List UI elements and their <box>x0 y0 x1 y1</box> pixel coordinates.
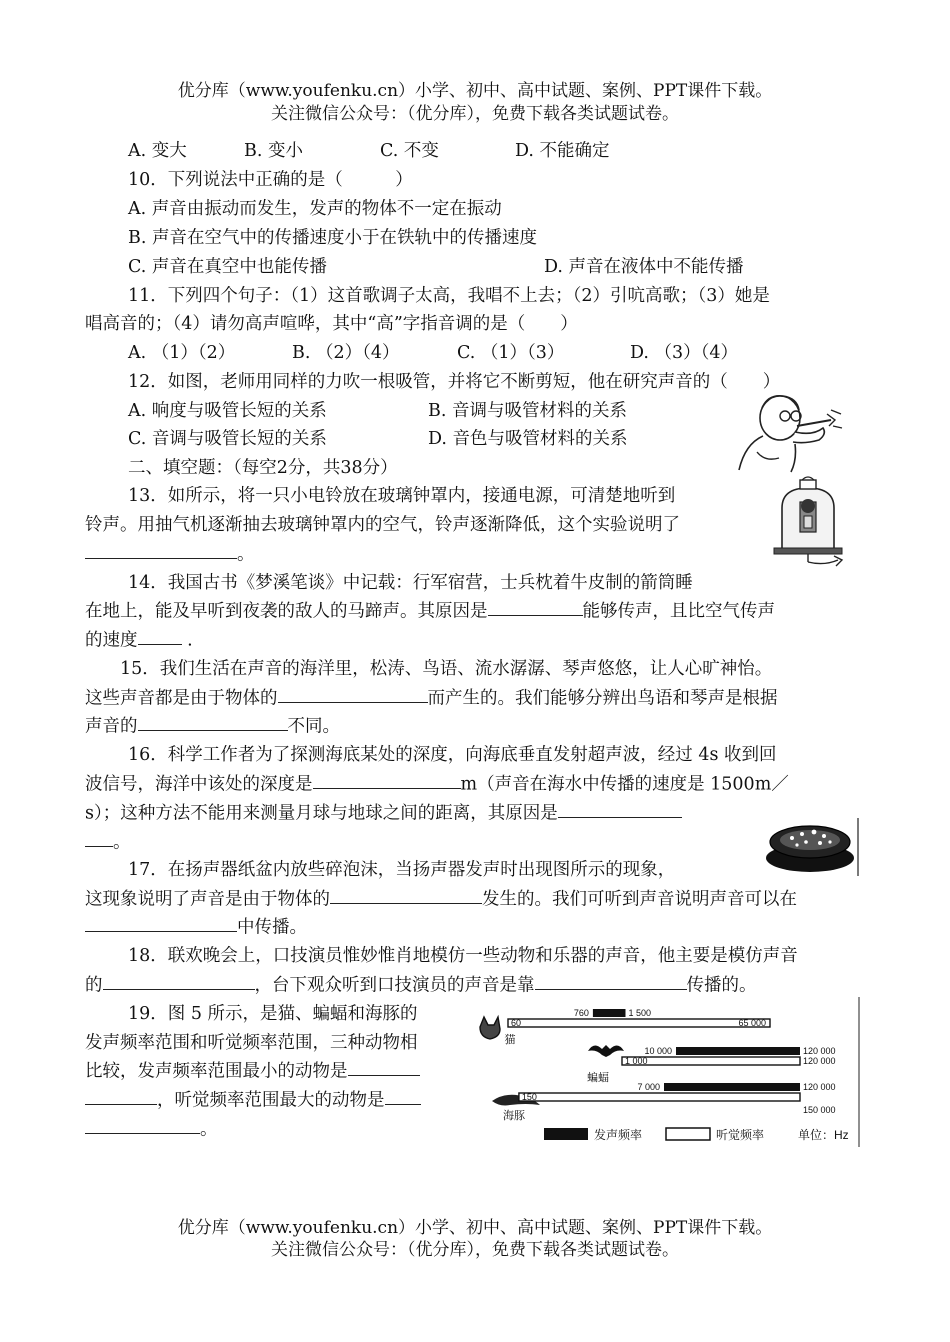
bat-hear-lo-label: 1 000 <box>625 1056 648 1066</box>
q18-line-2-part-b: ，台下观众听到口技演员的声音是靠 <box>254 975 535 996</box>
q9-option-a: A. 变大 <box>128 141 187 161</box>
q15-line-2-part-a: 这些声音都是由于物体的 <box>85 688 278 709</box>
q18-line-2-part-a: 的 <box>85 975 103 996</box>
q11-option-d: D. （3）（4） <box>630 343 739 363</box>
cat-hear-hi-label: 65 000 <box>738 1018 766 1028</box>
q9-option-b: B. 变小 <box>244 141 303 161</box>
q16-end: 。 <box>113 832 131 853</box>
q16-line-2 <box>85 770 789 795</box>
header-line-1: 优分库（www.youfenku.cn）小学、初中、高中试题、案例、PPT课件下载。 <box>177 81 773 101</box>
q13-blank[interactable] <box>85 540 237 559</box>
q11-stem-line-1: 11．下列四个句子：（1）这首歌调子太高，我唱不上去；（2）引吭高歌；（3）她是 <box>128 286 770 306</box>
q13-line-2: 铃声。用抽气机逐渐抽去玻璃钟罩内的空气，铃声逐渐降低，这个实验说明了 <box>85 515 680 535</box>
q13-end: 。 <box>237 544 255 565</box>
bat-produce-bar <box>676 1047 800 1055</box>
dolphin-hear-hi-label: 150 000 <box>803 1105 836 1115</box>
q9-option-c: C. 不变 <box>380 141 439 161</box>
q11-option-b: B. （2）（4） <box>292 343 400 363</box>
q15-line-2 <box>85 684 778 709</box>
q16-line-3 <box>85 799 682 824</box>
q16-blank-2a[interactable] <box>558 799 682 818</box>
q10-stem: 10．下列说法中正确的是（ ） <box>128 170 413 190</box>
q19-blank-2a[interactable] <box>385 1086 421 1105</box>
q15-line-1: 15．我们生活在声音的海洋里，松涛、鸟语、流水潺潺、琴声悠悠，让人心旷神怡。 <box>120 659 773 679</box>
legend-hear-swatch <box>666 1128 710 1140</box>
dolphin-produce-hi-label: 120 000 <box>803 1082 836 1092</box>
q18-line-2-part-c: 传播的。 <box>686 975 757 996</box>
bat-icon <box>588 1045 624 1057</box>
q18-blank-2[interactable] <box>535 971 687 990</box>
legend-produce-swatch <box>544 1128 588 1140</box>
q15-blank-1[interactable] <box>278 684 428 703</box>
q12-option-a: A. 响度与吸管长短的关系 <box>128 401 327 421</box>
cat-produce-lo-label: 760 <box>573 1008 589 1018</box>
q17-line-2-part-b: 发生的。我们可听到声音说明声音可以在 <box>482 889 797 910</box>
q16-blank-2b[interactable] <box>85 828 113 847</box>
footer-line-1: 优分库（www.youfenku.cn）小学、初中、高中试题、案例、PPT课件下载。 <box>177 1218 773 1238</box>
q17-line-3-end: 中传播。 <box>237 917 307 938</box>
cat-hear-lo-label: 60 <box>511 1018 522 1028</box>
q19-end: 。 <box>200 1119 218 1140</box>
q17-line-1: 17．在扬声器纸盆内放些碎泡沫，当扬声器发声时出现图所示的现象， <box>128 860 676 880</box>
q15-line-2-part-b: 而产生的。我们能够分辨出鸟语和琴声是根据 <box>427 688 778 709</box>
q12-stem: 12．如图，老师用同样的力吹一根吸管，并将它不断剪短，他在研究声音的（ ） <box>128 372 781 392</box>
q10-option-a: A. 声音由振动而发生，发声的物体不一定在振动 <box>128 199 502 219</box>
dolphin-hear-lo-label: 150 <box>521 1092 537 1102</box>
q19-line-1: 19．图 5 所示，是猫、蝙蝠和海豚的 <box>128 1004 418 1024</box>
q14-line-3-end: . <box>181 630 193 651</box>
q12-option-c: C. 音调与吸管长短的关系 <box>128 429 327 449</box>
q19-line-3 <box>85 1057 420 1082</box>
q14-line-3 <box>85 626 193 651</box>
q19-blank-2b[interactable] <box>85 1115 200 1134</box>
cat-hear-bar <box>508 1019 770 1027</box>
section-2-title: 二、填空题：（每空2分，共38分） <box>128 458 398 478</box>
q13-line-1: 13．如所示，将一只小电铃放在玻璃钟罩内，接通电源，可清楚地听到 <box>128 486 676 506</box>
q15-blank-2[interactable] <box>138 712 288 731</box>
cat-produce-hi-label: 1 500 <box>628 1008 652 1018</box>
q17-blank-1[interactable] <box>330 885 482 904</box>
q19-line-3-text: 比较，发声频率范围最小的动物是 <box>85 1061 348 1082</box>
q16-line-2-part-b: m（声音在海水中传播的速度是 1500m／ <box>460 774 789 795</box>
q17-blank-2[interactable] <box>85 913 237 932</box>
q14-blank-1[interactable] <box>488 597 583 616</box>
q10-option-d: D. 声音在液体中不能传播 <box>544 257 744 277</box>
bat-hear-hi-label: 120 000 <box>803 1056 836 1066</box>
q19-line-2: 发声频率范围和听觉频率范围，三种动物相 <box>85 1033 418 1053</box>
q16-line-1: 16．科学工作者为了探测海底某处的深度，向海底垂直发射超声波，经过 4s 收到回 <box>128 745 777 765</box>
legend-hear-label: 听觉频率 <box>716 1128 765 1142</box>
q10-option-b: B. 声音在空气中的传播速度小于在铁轨中的传播速度 <box>128 228 537 248</box>
bat-name-label: 蝙蝠 <box>587 1072 609 1084</box>
q14-line-2-part-a: 在地上，能及早听到夜袭的敌人的马蹄声。其原因是 <box>85 601 488 622</box>
q14-line-2 <box>85 597 775 622</box>
q16-line-4 <box>85 828 131 853</box>
unit-label: 单位：Hz <box>798 1128 849 1142</box>
q15-line-3 <box>85 712 340 737</box>
q19-blank-1b[interactable] <box>85 1086 157 1105</box>
q18-line-2 <box>85 971 757 996</box>
q19-line-5 <box>85 1115 218 1140</box>
q11-stem-line-2: 唱高音的；（4）请勿高声喧哗，其中“高”字指音调的是（ ） <box>85 314 578 334</box>
bat-produce-lo-label: 10 000 <box>644 1046 672 1056</box>
cat-icon <box>480 1017 500 1039</box>
q18-blank-1[interactable] <box>103 971 255 990</box>
q12-option-b: B. 音调与吸管材料的关系 <box>428 401 627 421</box>
header-line-2: 关注微信公众号：（优分库），免费下载各类试题试卷。 <box>271 104 679 124</box>
q14-line-1: 14．我国古书《梦溪笔谈》中记载：行军宿营，士兵枕着牛皮制的箭筒睡 <box>128 573 693 593</box>
dolphin-hear-bar <box>519 1093 800 1101</box>
q13-line-3 <box>85 540 255 565</box>
q17-line-3 <box>85 913 307 938</box>
q11-option-a: A. （1）（2） <box>128 343 236 363</box>
q17-line-2 <box>85 885 797 910</box>
dolphin-produce-lo-label: 7 000 <box>637 1082 660 1092</box>
q16-line-2-part-a: 波信号，海洋中该处的深度是 <box>85 774 313 795</box>
dolphin-name-label: 海豚 <box>503 1110 525 1122</box>
q12-option-d: D. 音色与吸管材料的关系 <box>428 429 628 449</box>
q14-line-3-part-a: 的速度 <box>85 630 138 651</box>
q10-option-c: C. 声音在真空中也能传播 <box>128 257 327 277</box>
q16-blank-1[interactable] <box>313 770 461 789</box>
bat-hear-bar <box>622 1057 800 1065</box>
q15-line-3-part-a: 声音的 <box>85 716 138 737</box>
speaker-figure <box>762 818 862 878</box>
q16-line-3-part-a: s）；这种方法不能用来测量月球与地球之间的距离，其原因是 <box>85 803 558 824</box>
q14-line-2-part-b: 能够传声，且比空气传声 <box>582 601 775 622</box>
q14-blank-2[interactable] <box>138 626 182 645</box>
q15-line-3-part-b: 不同。 <box>287 716 340 737</box>
footer-line-2: 关注微信公众号：（优分库），免费下载各类试题试卷。 <box>271 1240 679 1260</box>
bell-jar-figure <box>768 476 850 572</box>
q19-line-4 <box>85 1086 421 1111</box>
legend-produce-label: 发声频率 <box>594 1128 643 1142</box>
teacher-straw-figure <box>735 392 860 474</box>
q11-option-c: C. （1）（3） <box>457 343 565 363</box>
q19-blank-1a[interactable] <box>348 1057 420 1076</box>
cat-produce-bar <box>593 1009 626 1017</box>
q9-option-d: D. 不能确定 <box>515 141 610 161</box>
cat-name-label: 猫 <box>504 1034 516 1046</box>
frequency-range-chart <box>470 997 860 1149</box>
bat-produce-hi-label: 120 000 <box>803 1046 836 1056</box>
q19-line-4-text: ，听觉频率范围最大的动物是 <box>157 1090 385 1111</box>
q17-line-2-part-a: 这现象说明了声音是由于物体的 <box>85 889 330 910</box>
dolphin-produce-bar <box>664 1083 800 1091</box>
q18-line-1: 18．联欢晚会上，口技演员惟妙惟肖地模仿一些动物和乐器的声音，他主要是模仿声音 <box>128 946 798 966</box>
